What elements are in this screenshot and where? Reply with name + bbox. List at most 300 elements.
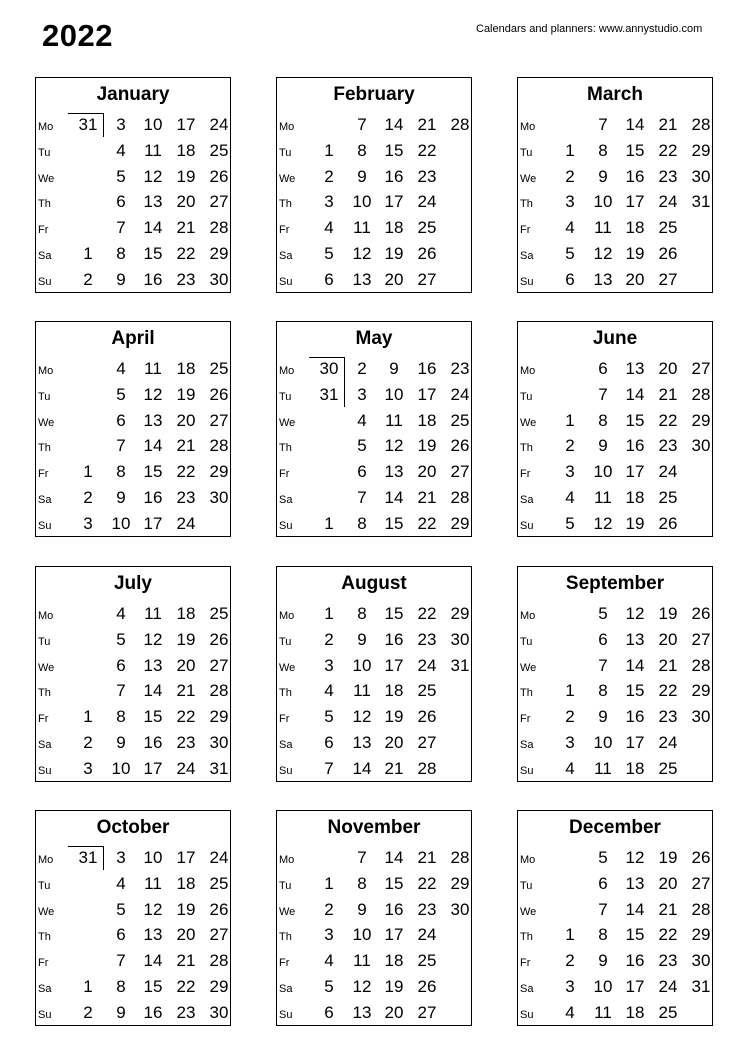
day-cell: 3	[324, 925, 334, 945]
week-row	[36, 384, 230, 410]
day-cell: 11	[594, 218, 612, 238]
day-cell: 24	[658, 192, 678, 212]
day-cell: 14	[143, 218, 163, 238]
weekday-label: Th	[279, 931, 292, 944]
day-cell: 13	[143, 655, 163, 675]
day-cell: 5	[116, 166, 126, 186]
day-cell: 13	[352, 1002, 372, 1022]
year-title: 2022	[42, 18, 113, 53]
day-cell: 17	[143, 513, 163, 533]
day-cell: 26	[209, 166, 229, 186]
week-row	[277, 487, 471, 513]
week-row	[36, 243, 230, 269]
week-row	[518, 166, 712, 192]
week-row	[277, 269, 471, 295]
day-cell: 28	[450, 488, 470, 507]
weekday-label: Fr	[279, 468, 290, 481]
day-cell: 1	[324, 513, 334, 533]
day-cell: 7	[357, 848, 367, 867]
day-cell: 15	[625, 925, 645, 945]
day-cell: 22	[417, 140, 437, 160]
day-cell: 16	[143, 1002, 163, 1022]
month-name: September	[565, 573, 665, 594]
day-cell: 8	[357, 604, 367, 623]
day-cell: 6	[357, 462, 367, 482]
weekday-label: We	[38, 661, 55, 674]
day-cell: 27	[417, 733, 437, 752]
week-row	[36, 950, 230, 976]
week-row	[277, 166, 471, 192]
day-cell: 19	[625, 244, 645, 263]
day-cell: 10	[111, 513, 131, 533]
day-cell: 11	[144, 873, 162, 893]
week-row	[277, 847, 471, 873]
weekday-label: Su	[520, 1008, 534, 1021]
day-cell: 14	[352, 758, 372, 778]
day-cell: 2	[565, 951, 575, 971]
week-row	[36, 847, 230, 873]
week-row	[36, 513, 230, 539]
day-cell: 23	[176, 269, 196, 289]
day-cell: 27	[691, 629, 711, 649]
day-cell: 1	[565, 681, 575, 701]
day-cell: 2	[357, 359, 367, 378]
day-cell: 4	[565, 758, 575, 778]
week-row	[36, 166, 230, 192]
weekday-label: We	[279, 416, 296, 429]
day-cell: 17	[176, 115, 196, 134]
day-cell: 18	[625, 1002, 645, 1022]
day-cell: 1	[565, 410, 575, 430]
week-row	[518, 461, 712, 487]
weekday-label: Th	[279, 687, 292, 700]
day-cell: 8	[598, 140, 608, 160]
day-cell: 28	[691, 115, 711, 134]
day-cell: 25	[209, 873, 229, 893]
day-cell: 22	[658, 140, 678, 160]
day-cell: 31	[78, 848, 98, 867]
day-cell: 6	[116, 925, 126, 945]
day-cell: 27	[417, 1002, 437, 1022]
day-cell: 19	[176, 384, 196, 404]
week-row	[518, 114, 712, 140]
day-cell: 14	[143, 681, 163, 701]
day-cell: 10	[352, 655, 372, 675]
day-cell: 6	[324, 269, 334, 289]
day-cell: 12	[143, 629, 163, 649]
week-row	[277, 899, 471, 925]
month-name: April	[111, 328, 155, 349]
month-november	[276, 810, 472, 1026]
day-cell: 14	[625, 899, 645, 919]
month-name: December	[569, 817, 661, 838]
week-row	[277, 140, 471, 166]
day-cell: 22	[417, 604, 437, 623]
day-cell: 2	[565, 707, 575, 727]
day-cell: 11	[594, 488, 612, 507]
weekday-label: Th	[520, 442, 533, 455]
day-cell: 4	[357, 410, 367, 430]
day-cell: 12	[352, 707, 372, 727]
day-cell: 31	[319, 384, 339, 404]
day-cell: 5	[598, 604, 608, 623]
day-cell: 21	[658, 899, 678, 919]
day-cell: 14	[625, 115, 645, 134]
week-row	[518, 217, 712, 243]
day-cell: 4	[116, 359, 126, 378]
day-cell: 23	[658, 951, 678, 971]
day-cell: 7	[598, 115, 608, 134]
day-cell: 12	[143, 384, 163, 404]
weekday-label: Mo	[38, 121, 54, 133]
day-cell: 1	[83, 244, 93, 263]
day-cell: 19	[176, 166, 196, 186]
day-cell: 4	[565, 488, 575, 507]
weekday-label: Tu	[520, 390, 533, 403]
week-row	[36, 924, 230, 950]
day-cell: 8	[116, 977, 126, 996]
weekday-label: We	[279, 172, 296, 185]
weekday-label: Mo	[279, 365, 295, 377]
weekday-label: Tu	[38, 390, 51, 403]
day-cell: 12	[593, 513, 613, 533]
month-name: November	[327, 817, 421, 838]
day-cell: 25	[209, 140, 229, 160]
day-cell: 6	[565, 269, 575, 289]
day-cell: 30	[691, 951, 711, 971]
weekday-label: Fr	[279, 713, 290, 726]
weekday-label: We	[279, 661, 296, 674]
day-cell: 25	[450, 410, 470, 430]
day-cell: 2	[83, 733, 93, 752]
day-cell: 21	[176, 436, 196, 456]
day-cell: 29	[691, 925, 711, 945]
weekday-label: Tu	[520, 879, 533, 892]
day-cell: 22	[417, 873, 437, 893]
day-cell: 10	[593, 733, 613, 752]
week-row	[36, 758, 230, 784]
day-cell: 13	[143, 410, 163, 430]
day-cell: 9	[598, 951, 608, 971]
week-row	[36, 114, 230, 140]
weekday-label: Sa	[38, 739, 52, 751]
day-cell: 15	[384, 513, 404, 533]
weekday-label: Th	[279, 198, 292, 211]
day-cell: 19	[658, 604, 678, 623]
day-cell: 9	[389, 359, 399, 378]
day-cell: 22	[658, 925, 678, 945]
day-cell: 20	[658, 359, 678, 378]
weekday-label: Mo	[38, 854, 54, 866]
day-cell: 24	[209, 848, 229, 867]
weekday-label: Sa	[279, 250, 293, 262]
week-row	[36, 410, 230, 436]
day-cell: 6	[116, 192, 126, 212]
day-cell: 12	[625, 604, 645, 623]
day-cell: 3	[565, 733, 575, 752]
day-cell: 10	[384, 384, 404, 404]
weekday-label: Th	[520, 931, 533, 944]
day-cell: 2	[324, 899, 334, 919]
weekday-label: Tu	[520, 146, 533, 159]
day-cell: 26	[658, 513, 678, 533]
day-cell: 6	[598, 873, 608, 893]
day-cell: 12	[625, 848, 645, 867]
week-row	[277, 114, 471, 140]
day-cell: 28	[209, 951, 229, 971]
week-row	[277, 924, 471, 950]
week-row	[36, 140, 230, 166]
day-cell: 17	[625, 733, 645, 752]
weekday-label: Mo	[38, 610, 54, 622]
day-cell: 28	[209, 218, 229, 238]
weekday-label: We	[520, 172, 537, 185]
weekday-label: Sa	[279, 739, 293, 751]
day-cell: 7	[357, 488, 367, 507]
day-cell: 4	[116, 140, 126, 160]
day-cell: 23	[658, 707, 678, 727]
day-cell: 21	[384, 758, 404, 778]
day-cell: 26	[417, 977, 437, 996]
day-cell: 16	[625, 166, 645, 186]
week-row	[277, 435, 471, 461]
week-row	[277, 706, 471, 732]
day-cell: 8	[598, 925, 608, 945]
day-cell: 8	[116, 244, 126, 263]
day-cell: 31	[450, 655, 470, 675]
day-cell: 18	[176, 873, 196, 893]
day-cell: 26	[691, 604, 711, 623]
week-row	[518, 269, 712, 295]
weekday-label: Fr	[520, 468, 531, 481]
day-cell: 18	[176, 359, 196, 378]
day-cell: 15	[625, 681, 645, 701]
day-cell: 7	[598, 655, 608, 675]
week-row	[518, 435, 712, 461]
day-cell: 4	[565, 218, 575, 238]
day-cell: 28	[691, 384, 711, 404]
day-cell: 5	[324, 707, 334, 727]
weekday-label: Su	[38, 764, 52, 777]
weekday-label: Su	[38, 275, 52, 288]
day-cell: 13	[625, 359, 645, 378]
day-cell: 2	[83, 269, 93, 289]
day-cell: 25	[658, 1002, 678, 1022]
day-cell: 6	[598, 359, 608, 378]
previous-month-marker-top	[309, 357, 344, 358]
day-cell: 11	[144, 604, 162, 623]
day-cell: 16	[384, 629, 404, 649]
day-cell: 19	[176, 899, 196, 919]
day-cell: 9	[357, 629, 367, 649]
weekday-label: Sa	[520, 983, 534, 995]
day-cell: 9	[357, 899, 367, 919]
day-cell: 1	[324, 140, 334, 160]
week-row	[277, 191, 471, 217]
day-cell: 29	[209, 244, 229, 263]
day-cell: 20	[658, 873, 678, 893]
weekday-label: Su	[38, 519, 52, 532]
day-cell: 17	[143, 758, 163, 778]
day-cell: 5	[565, 513, 575, 533]
day-cell: 24	[209, 115, 229, 134]
week-row	[518, 924, 712, 950]
day-cell: 18	[625, 488, 645, 507]
day-cell: 1	[83, 977, 93, 996]
month-june	[517, 321, 713, 537]
day-cell: 12	[384, 436, 404, 456]
day-cell: 2	[565, 166, 575, 186]
week-row	[36, 191, 230, 217]
day-cell: 3	[565, 462, 575, 482]
day-cell: 14	[143, 436, 163, 456]
month-december	[517, 810, 713, 1026]
week-row	[518, 655, 712, 681]
week-row	[518, 873, 712, 899]
day-cell: 14	[384, 488, 404, 507]
day-cell: 21	[658, 655, 678, 675]
day-cell: 14	[625, 655, 645, 675]
day-cell: 24	[450, 384, 470, 404]
day-cell: 26	[450, 436, 470, 456]
week-row	[518, 191, 712, 217]
day-cell: 5	[324, 244, 334, 263]
week-row	[277, 629, 471, 655]
month-july	[35, 566, 231, 782]
day-cell: 27	[209, 655, 229, 675]
day-cell: 13	[384, 462, 404, 482]
day-cell: 24	[658, 462, 678, 482]
day-cell: 30	[691, 166, 711, 186]
day-cell: 7	[116, 681, 126, 701]
day-cell: 8	[357, 140, 367, 160]
previous-month-marker	[343, 357, 345, 407]
week-row	[36, 629, 230, 655]
day-cell: 19	[384, 707, 404, 727]
day-cell: 18	[384, 951, 404, 971]
day-cell: 15	[384, 873, 404, 893]
day-cell: 29	[209, 977, 229, 996]
week-row	[277, 461, 471, 487]
day-cell: 24	[417, 655, 437, 675]
week-row	[36, 706, 230, 732]
day-cell: 11	[594, 1002, 612, 1022]
day-cell: 26	[691, 848, 711, 867]
month-april	[35, 321, 231, 537]
weekday-label: We	[520, 416, 537, 429]
day-cell: 20	[176, 655, 196, 675]
day-cell: 31	[691, 977, 711, 996]
day-cell: 17	[384, 192, 404, 212]
week-row	[36, 680, 230, 706]
day-cell: 8	[357, 873, 367, 893]
day-cell: 13	[143, 925, 163, 945]
weekday-label: We	[38, 905, 55, 918]
day-cell: 15	[625, 140, 645, 160]
day-cell: 30	[450, 629, 470, 649]
day-cell: 7	[598, 899, 608, 919]
day-cell: 16	[625, 951, 645, 971]
day-cell: 11	[353, 681, 371, 701]
day-cell: 2	[324, 166, 334, 186]
week-row	[277, 758, 471, 784]
weekday-label: Sa	[38, 250, 52, 262]
week-row	[518, 732, 712, 758]
day-cell: 3	[116, 115, 126, 134]
weekday-label: Sa	[38, 494, 52, 506]
week-row	[277, 732, 471, 758]
week-row	[277, 243, 471, 269]
day-cell: 30	[691, 707, 711, 727]
week-row	[518, 358, 712, 384]
day-cell: 18	[625, 758, 645, 778]
day-cell: 26	[209, 384, 229, 404]
day-cell: 21	[417, 848, 437, 867]
day-cell: 15	[143, 977, 163, 996]
day-cell: 7	[598, 384, 608, 404]
day-cell: 13	[625, 873, 645, 893]
day-cell: 9	[598, 436, 608, 456]
day-cell: 12	[143, 166, 163, 186]
weekday-label: Sa	[279, 494, 293, 506]
day-cell: 5	[324, 977, 334, 996]
day-cell: 18	[384, 218, 404, 238]
day-cell: 16	[143, 733, 163, 752]
day-cell: 13	[143, 192, 163, 212]
day-cell: 10	[352, 925, 372, 945]
day-cell: 19	[384, 244, 404, 263]
day-cell: 6	[324, 1002, 334, 1022]
weekday-label: Fr	[38, 957, 49, 970]
weekday-label: Fr	[279, 957, 290, 970]
weekday-label: Tu	[520, 635, 533, 648]
week-row	[518, 758, 712, 784]
day-cell: 30	[450, 899, 470, 919]
day-cell: 29	[450, 513, 470, 533]
week-row	[518, 140, 712, 166]
month-name: October	[96, 817, 170, 838]
day-cell: 5	[565, 244, 575, 263]
day-cell: 19	[384, 977, 404, 996]
week-row	[518, 899, 712, 925]
day-cell: 9	[116, 488, 126, 507]
weekday-label: Tu	[38, 879, 51, 892]
day-cell: 12	[143, 899, 163, 919]
week-row	[518, 1002, 712, 1028]
day-cell: 11	[144, 140, 162, 160]
week-row	[277, 384, 471, 410]
day-cell: 23	[417, 629, 437, 649]
day-cell: 25	[209, 359, 229, 378]
week-row	[36, 732, 230, 758]
day-cell: 17	[625, 977, 645, 996]
weekday-label: Th	[279, 442, 292, 455]
day-cell: 17	[625, 192, 645, 212]
day-cell: 28	[450, 115, 470, 134]
day-cell: 26	[209, 629, 229, 649]
day-cell: 10	[593, 192, 613, 212]
day-cell: 25	[658, 218, 678, 238]
weekday-label: Mo	[279, 610, 295, 622]
month-name: March	[587, 84, 643, 105]
day-cell: 17	[384, 655, 404, 675]
weekday-label: Mo	[520, 610, 536, 622]
weekday-label: We	[38, 416, 55, 429]
weekday-label: Mo	[520, 854, 536, 866]
day-cell: 6	[324, 733, 334, 752]
day-cell: 19	[658, 848, 678, 867]
day-cell: 8	[598, 410, 608, 430]
